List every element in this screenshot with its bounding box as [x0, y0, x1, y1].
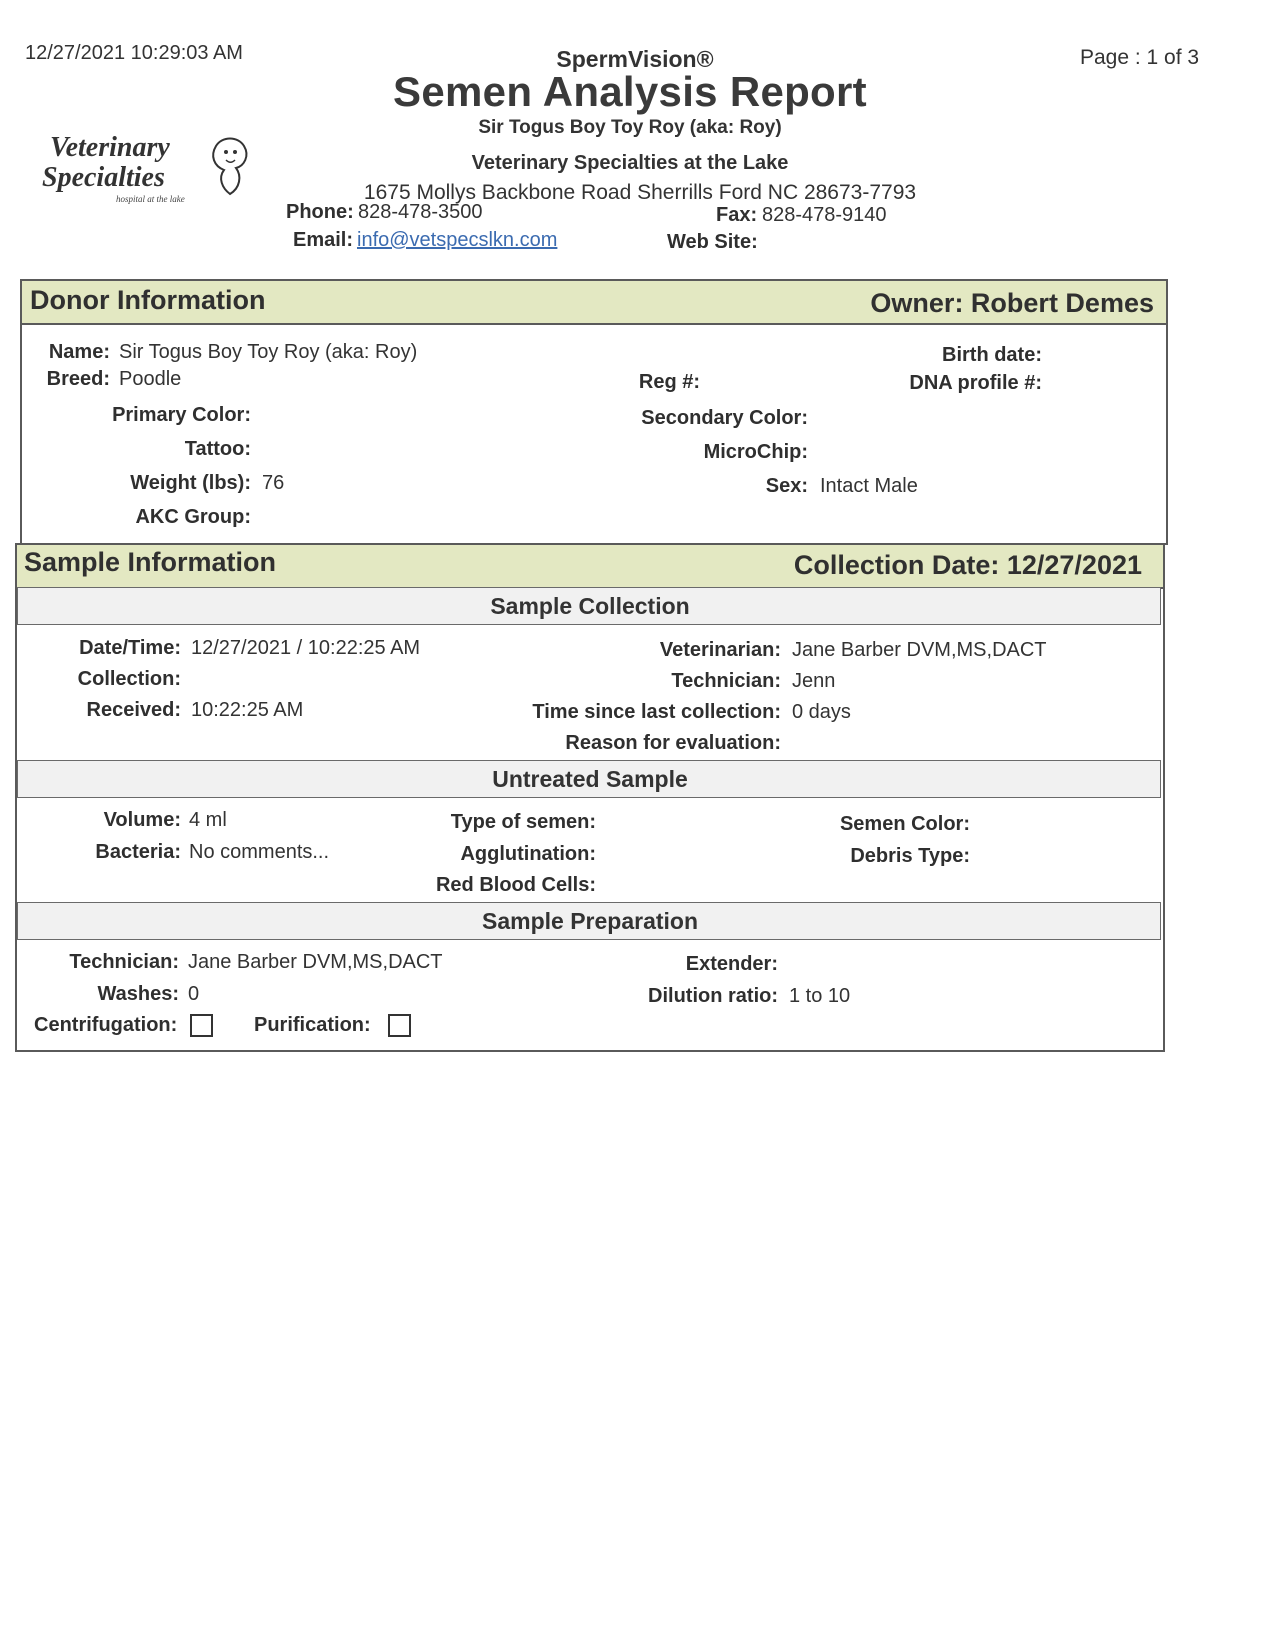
akc-group-label: AKC Group: [135, 506, 251, 528]
bacteria-value: No comments... [189, 841, 330, 863]
extender-label: Extender: [685, 953, 778, 975]
logo-line-2: Specialties [42, 162, 165, 193]
dilution-ratio-value: 1 to 10 [789, 985, 851, 1007]
centrifugation-checkbox[interactable] [190, 1014, 213, 1037]
purification-label: Purification: [254, 1014, 371, 1036]
clinic-address: 1675 Mollys Backbone Road Sherrills Ford NC 28673-7793 [363, 181, 917, 204]
collection-label: Collection: [77, 668, 181, 690]
technician-label: Technician: [671, 670, 781, 692]
time-since-value: 0 days [792, 701, 851, 723]
dilution-ratio-label: Dilution ratio: [648, 985, 778, 1007]
centrifugation-label: Centrifugation: [34, 1014, 178, 1036]
collection-datetime-label: Date/Time: [79, 637, 181, 659]
clinic-logo [38, 132, 268, 218]
breed-value: Poodle [119, 368, 182, 390]
secondary-color-label: Secondary Color: [641, 407, 808, 429]
clinic-name: Veterinary Specialties at the Lake [471, 152, 789, 174]
bacteria-label: Bacteria: [95, 841, 181, 863]
weight-value: 76 [262, 472, 285, 494]
sample-section-title: Sample Information [24, 547, 277, 577]
sample-collection-title: Sample Collection [490, 593, 690, 619]
birth-date-label: Birth date: [942, 344, 1042, 366]
page-indicator: Page : 1 of 3 [1080, 46, 1200, 69]
fax-label: Fax: [716, 204, 758, 226]
phone-value: 828-478-3500 [358, 201, 483, 223]
untreated-sample-title: Untreated Sample [492, 766, 688, 792]
report-subject: Sir Togus Boy Toy Roy (aka: Roy) [478, 117, 782, 138]
animal-outline-icon [208, 136, 252, 198]
reg-label: Reg #: [638, 371, 700, 393]
sample-preparation-title: Sample Preparation [481, 908, 699, 934]
tattoo-label: Tattoo: [184, 438, 251, 460]
veterinarian-value: Jane Barber DVM,MS,DACT [792, 639, 1047, 661]
sex-label: Sex: [765, 475, 808, 497]
sex-value: Intact Male [820, 475, 918, 497]
volume-label: Volume: [103, 809, 181, 831]
semen-color-label: Semen Color: [839, 813, 970, 835]
received-label: Received: [86, 699, 181, 721]
donor-name-value: Sir Togus Boy Toy Roy (aka: Roy) [119, 341, 418, 363]
phone-label: Phone: [286, 201, 354, 223]
collection-datetime-value: 12/27/2021 / 10:22:25 AM [191, 637, 421, 659]
time-since-label: Time since last collection: [532, 701, 781, 723]
dna-profile-label: DNA profile #: [909, 372, 1042, 394]
logo-tagline: hospital at the lake [116, 194, 185, 204]
website-label: Web Site: [667, 231, 758, 253]
washes-label: Washes: [97, 983, 179, 1005]
owner-name: Owner: Robert Demes [870, 288, 1154, 318]
donor-name-label: Name: [48, 341, 110, 363]
microchip-label: MicroChip: [703, 441, 808, 463]
donor-section-title: Donor Information [30, 285, 266, 315]
volume-value: 4 ml [189, 809, 227, 831]
primary-color-label: Primary Color: [112, 404, 251, 426]
reason-label: Reason for evaluation: [565, 732, 781, 754]
brand-name: SpermVision® [556, 46, 714, 72]
veterinarian-label: Veterinarian: [659, 639, 781, 661]
semen-type-label: Type of semen: [450, 811, 596, 833]
fax-value: 828-478-9140 [762, 204, 887, 226]
breed-label: Breed: [46, 368, 110, 390]
red-blood-cells-label: Red Blood Cells: [435, 874, 596, 896]
washes-value: 0 [188, 983, 200, 1005]
debris-type-label: Debris Type: [850, 845, 970, 867]
weight-label: Weight (lbs): [130, 472, 251, 494]
purification-checkbox[interactable] [388, 1014, 411, 1037]
technician-value: Jenn [792, 670, 836, 692]
prep-technician-value: Jane Barber DVM,MS,DACT [188, 951, 443, 973]
collection-date: Collection Date: 12/27/2021 [793, 550, 1142, 580]
email-link[interactable]: info@vetspecslkn.com [357, 229, 558, 251]
received-value: 10:22:25 AM [191, 699, 304, 721]
report-title: Semen Analysis Report [393, 68, 867, 115]
email-label: Email: [293, 229, 354, 251]
logo-line-1: Veterinary [50, 132, 170, 163]
agglutination-label: Agglutination: [460, 843, 596, 865]
prep-technician-label: Technician: [69, 951, 179, 973]
print-timestamp: 12/27/2021 10:29:03 AM [25, 42, 243, 64]
